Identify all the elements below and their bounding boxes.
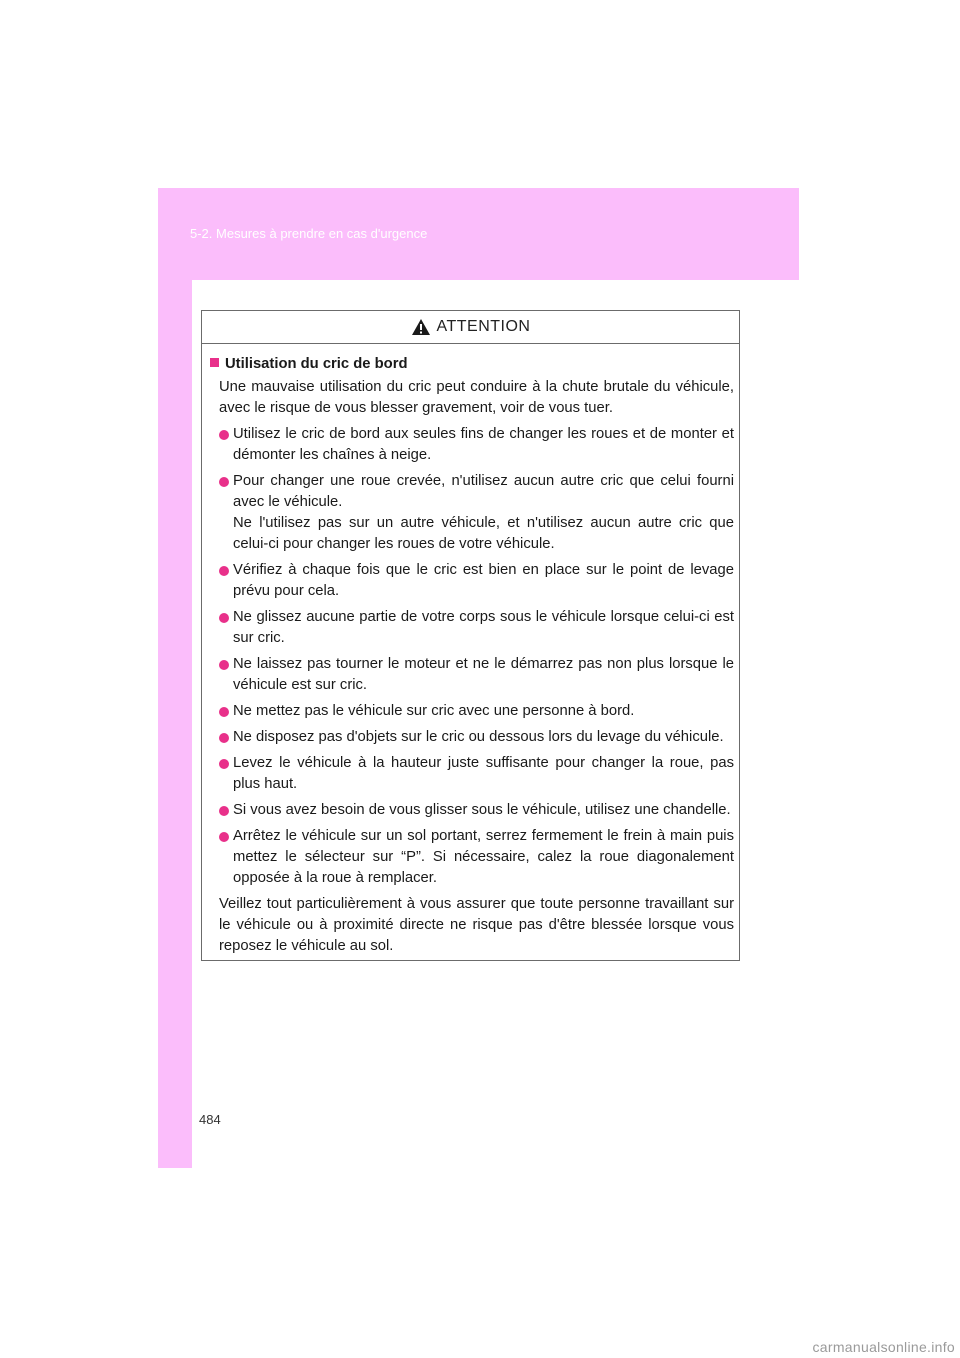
list-item-text (233, 800, 734, 821)
list-item-text (233, 727, 734, 748)
list-item-line: Ne disposez pas d'objets sur le cric ou dessous lors du levage du véhicule. (233, 729, 724, 745)
list-item-line: Ne laissez pas tourner le moteur et ne le démarrez pas non plus lorsque le véhicule est sur cric. (233, 656, 734, 693)
warning-triangle-icon (411, 318, 431, 336)
warning-title: ATTENTION (436, 318, 531, 335)
list-item-line: Levez le véhicule à la hauteur juste suffisante pour changer la roue, pas plus haut. (233, 755, 734, 792)
square-bullet-icon (210, 358, 219, 367)
bullet-dot-icon (219, 733, 229, 743)
intro-paragraph: Une mauvaise utilisation du cric peut conduire à la chute brutale du véhicule, avec le risque de vous blesser gravement, voir de vous tuer. (219, 379, 734, 416)
list-item-text (233, 654, 734, 696)
list-item-text (233, 471, 734, 555)
list-item-text (233, 701, 734, 722)
list-item (219, 471, 734, 555)
bullet-dot-icon (219, 430, 229, 440)
warning-body (202, 344, 739, 957)
section-title: 5-2. Mesures à prendre en cas d'urgence (190, 226, 428, 241)
warning-header (202, 311, 739, 344)
bullet-dot-icon (219, 832, 229, 842)
warning-subheading (210, 354, 734, 375)
outro-paragraph: Veillez tout particulièrement à vous assurer que toute personne travaillant sur le véhicule ou à proximité directe ne risque pas d'être blessée lorsque vous reposez le véhicule au sol. (219, 896, 734, 954)
watermark: carmanualsonline.info (812, 1339, 955, 1355)
bullet-dot-icon (219, 660, 229, 670)
warning-box (201, 310, 740, 961)
list-item (219, 826, 734, 889)
bullet-dot-icon (219, 477, 229, 487)
list-item-text (233, 607, 734, 649)
list-item-line: Vérifiez à chaque fois que le cric est bien en place sur le point de levage prévu pour cela. (233, 562, 734, 599)
list-item-line: Ne glissez aucune partie de votre corps sous le véhicule lorsque celui-ci est sur cric. (233, 609, 734, 646)
list-item (219, 800, 734, 821)
bullet-dot-icon (219, 806, 229, 816)
list-item (219, 727, 734, 748)
list-item-line: Ne l'utilisez pas sur un autre véhicule, et n'utilisez aucun autre cric que celui-ci pour changer les roues de votre véhicule. (233, 515, 734, 552)
bullet-dot-icon (219, 707, 229, 717)
list-item-text (233, 424, 734, 466)
list-item (219, 424, 734, 466)
list-item-line: Si vous avez besoin de vous glisser sous le véhicule, utilisez une chandelle. (233, 802, 731, 818)
list-item (219, 560, 734, 602)
list-item-line: Pour changer une roue crevée, n'utilisez aucun autre cric que celui fourni avec le véhicule. (233, 473, 734, 510)
warning-list (202, 424, 734, 889)
list-item-text (233, 826, 734, 889)
list-item (219, 701, 734, 722)
list-item-line: Utilisez le cric de bord aux seules fins de changer les roues et de monter et démonter les chaînes à neige. (233, 426, 734, 463)
list-item-line: Arrêtez le véhicule sur un sol portant, serrez fermement le frein à main puis mettez le sélecteur sur “P”. Si nécessaire, calez la roue diagonalement opposée à la roue à remplacer. (233, 828, 734, 886)
bullet-dot-icon (219, 613, 229, 623)
list-item-line: Ne mettez pas le véhicule sur cric avec une personne à bord. (233, 703, 635, 719)
list-item (219, 753, 734, 795)
side-strip (158, 280, 192, 1168)
list-item-text (233, 560, 734, 602)
list-item (219, 607, 734, 649)
list-item (219, 654, 734, 696)
bullet-dot-icon (219, 566, 229, 576)
list-item-text (233, 753, 734, 795)
subheading-text: Utilisation du cric de bord (225, 356, 408, 372)
bullet-dot-icon (219, 759, 229, 769)
page-number: 484 (199, 1112, 221, 1127)
